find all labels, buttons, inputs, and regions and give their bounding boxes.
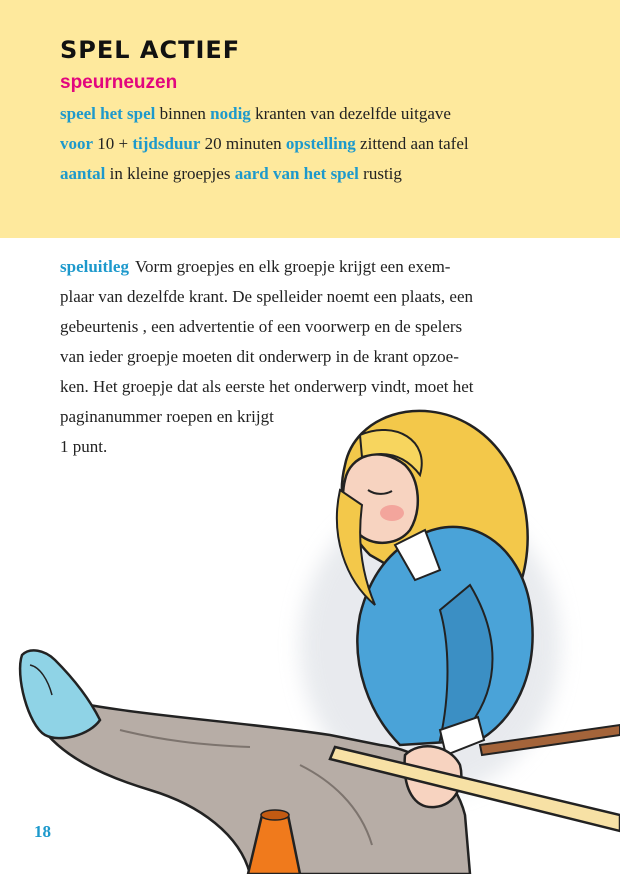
info-label-materials: nodig [210, 104, 251, 123]
explanation-line: gebeurtenis , een advertentie of een voorwerp en de spelers [60, 317, 463, 336]
explanation-line: van ieder groepje moeten dit onderwerp in de krant opzoe- [60, 347, 459, 366]
girl-sitting-on-stick-illustration [0, 395, 620, 874]
explanation-line: speluitleg Vorm groepjes en elk groepje krijgt een exem- [60, 257, 451, 276]
info-row-3 [60, 164, 402, 184]
info-label-setup: opstelling [285, 134, 356, 153]
shoe [20, 650, 100, 738]
info-row-2 [60, 134, 469, 154]
explanation-line: paginanummer roepen en krijgt [60, 407, 274, 426]
info-value-materials: kranten van dezelfde uitgave [255, 104, 451, 123]
info-value-type: rustig [363, 164, 402, 183]
info-label-type: aard van het spel [234, 164, 359, 183]
info-label-players: aantal [60, 164, 106, 183]
cheek [380, 505, 404, 521]
info-row-1 [60, 104, 451, 124]
page-number: 18 [34, 822, 51, 841]
info-value-location: binnen [159, 104, 206, 123]
info-value-setup: zittend aan tafel [360, 134, 469, 153]
info-value-age: 10 + [97, 134, 129, 153]
traffic-cone-top [261, 810, 289, 820]
info-value-duration: 20 minuten [204, 134, 282, 153]
info-label-location: speel het spel [60, 104, 156, 123]
page-title: SPEL ACTIEF [60, 36, 241, 64]
explanation-line: 1 punt. [60, 437, 108, 456]
game-name: speurneuzen [60, 72, 178, 93]
info-label-age: voor [60, 134, 94, 153]
explanation-line: plaar van dezelfde krant. De spelleider noemt een plaats, een [60, 287, 473, 306]
info-label-duration: tijdsduur [132, 134, 201, 153]
explanation-line: ken. Het groepje dat als eerste het onderwerp vindt, moet het [60, 377, 474, 396]
info-value-players: in kleine groepjes [109, 164, 231, 183]
explanation-label: speluitleg [60, 257, 129, 276]
